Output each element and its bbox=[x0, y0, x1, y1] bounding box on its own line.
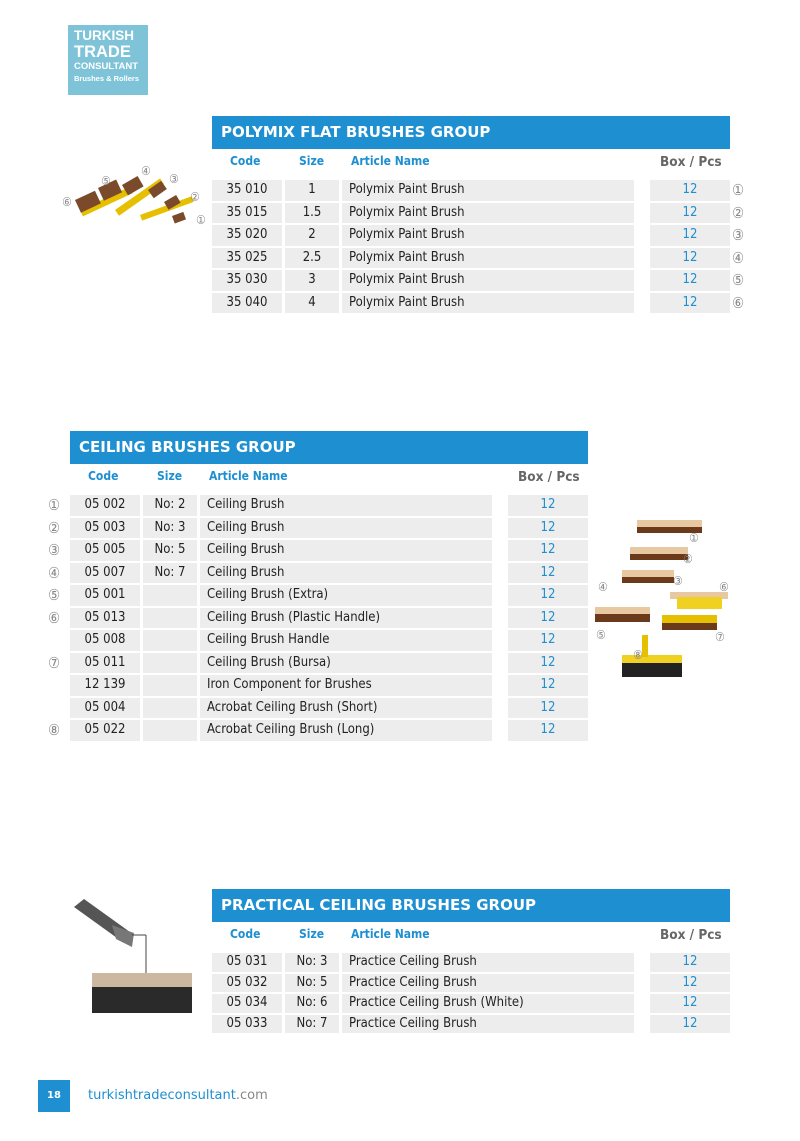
table-row bbox=[212, 952, 730, 973]
article-name-cell: Polymix Paint Brush bbox=[342, 270, 634, 291]
table-row bbox=[212, 292, 745, 315]
table-header bbox=[212, 154, 730, 179]
image-marker: ① bbox=[196, 213, 206, 227]
row-marker: ② bbox=[732, 203, 745, 222]
image-marker: ② bbox=[683, 552, 693, 566]
table-row bbox=[212, 993, 730, 1014]
article-name-cell: Ceiling Brush (Extra) bbox=[200, 585, 492, 606]
size-cell: No: 3 bbox=[143, 518, 197, 539]
header-code: Code bbox=[230, 154, 261, 168]
box-pcs-cell: 12 bbox=[508, 653, 588, 674]
box-pcs-cell: 12 bbox=[650, 953, 730, 972]
practical-brush-image bbox=[72, 895, 197, 1025]
section-title: CEILING BRUSHES GROUP bbox=[70, 431, 588, 464]
image-marker: ⑧ bbox=[633, 648, 643, 662]
size-cell bbox=[143, 608, 197, 629]
row-marker: ⑥ bbox=[732, 293, 745, 312]
size-cell bbox=[143, 698, 197, 719]
image-marker: ③ bbox=[169, 172, 179, 186]
size-cell: No: 7 bbox=[285, 1015, 339, 1034]
table-row bbox=[48, 494, 588, 517]
code-cell: 05 034 bbox=[212, 994, 282, 1013]
article-name-cell: Polymix Paint Brush bbox=[342, 225, 634, 246]
footer-url-tld: .com bbox=[235, 1088, 268, 1103]
article-name-cell: Polymix Paint Brush bbox=[342, 203, 634, 224]
size-cell bbox=[143, 585, 197, 606]
box-pcs-cell: 12 bbox=[508, 495, 588, 516]
size-cell: No: 6 bbox=[285, 994, 339, 1013]
row-marker: ⑤ bbox=[732, 271, 745, 289]
image-marker: ② bbox=[190, 190, 200, 204]
row-marker: ⑥ bbox=[48, 608, 61, 627]
header-code: Code bbox=[230, 927, 261, 941]
article-name-cell: Ceiling Brush Handle bbox=[200, 630, 492, 651]
article-name-cell: Ceiling Brush bbox=[200, 495, 492, 516]
code-cell: 05 022 bbox=[70, 720, 140, 741]
table-body bbox=[212, 952, 730, 1034]
box-pcs-cell: 12 bbox=[650, 225, 730, 246]
header-article: Article Name bbox=[209, 469, 288, 483]
logo-line-1: TURKISH bbox=[74, 28, 134, 43]
ceiling-section bbox=[48, 431, 588, 742]
page-number: 18 bbox=[38, 1080, 70, 1112]
box-pcs-cell: 12 bbox=[508, 540, 588, 561]
table-row bbox=[212, 1014, 730, 1035]
code-cell: 35 040 bbox=[212, 293, 282, 314]
image-marker: ⑦ bbox=[715, 630, 725, 644]
polymix-section bbox=[212, 116, 745, 314]
header-box: Box / Pcs bbox=[518, 469, 580, 485]
article-name-cell: Ceiling Brush bbox=[200, 563, 492, 584]
box-pcs-cell: 12 bbox=[508, 563, 588, 584]
code-cell: 35 025 bbox=[212, 248, 282, 269]
image-marker: ④ bbox=[598, 580, 608, 594]
row-marker: ⑦ bbox=[48, 653, 61, 672]
table-header bbox=[70, 469, 588, 494]
size-cell: 1 bbox=[285, 180, 339, 201]
row-marker: ② bbox=[48, 518, 61, 537]
code-cell: 05 005 bbox=[70, 540, 140, 561]
image-marker: ⑤ bbox=[596, 628, 606, 642]
header-code: Code bbox=[88, 469, 119, 483]
image-marker: ④ bbox=[141, 164, 151, 178]
article-name-cell: Practice Ceiling Brush bbox=[342, 974, 634, 993]
size-cell: 4 bbox=[285, 293, 339, 314]
box-pcs-cell: 12 bbox=[650, 974, 730, 993]
box-pcs-cell: 12 bbox=[508, 675, 588, 696]
size-cell: No: 5 bbox=[285, 974, 339, 993]
box-pcs-cell: 12 bbox=[650, 203, 730, 224]
article-name-cell: Ceiling Brush (Plastic Handle) bbox=[200, 608, 492, 629]
article-name-cell: Acrobat Ceiling Brush (Long) bbox=[200, 720, 492, 741]
code-cell: 35 015 bbox=[212, 203, 282, 224]
row-marker: ⑧ bbox=[48, 721, 61, 739]
code-cell: 35 030 bbox=[212, 270, 282, 291]
row-marker: ⑤ bbox=[48, 586, 61, 604]
code-cell: 05 007 bbox=[70, 563, 140, 584]
article-name-cell: Iron Component for Brushes bbox=[200, 675, 492, 696]
box-pcs-cell: 12 bbox=[650, 270, 730, 291]
header-size: Size bbox=[299, 154, 325, 168]
section-title: POLYMIX FLAT BRUSHES GROUP bbox=[212, 116, 730, 149]
size-cell bbox=[143, 675, 197, 696]
code-cell: 12 139 bbox=[70, 675, 140, 696]
article-name-cell: Ceiling Brush (Bursa) bbox=[200, 653, 492, 674]
image-marker: ⑥ bbox=[62, 195, 72, 209]
header-article: Article Name bbox=[351, 927, 430, 941]
table-row bbox=[70, 629, 588, 652]
logo-line-4: Brushes & Rollers bbox=[74, 73, 140, 83]
row-marker: ① bbox=[48, 496, 61, 514]
row-marker: ① bbox=[732, 181, 745, 199]
table-body bbox=[48, 494, 588, 742]
article-name-cell: Practice Ceiling Brush bbox=[342, 1015, 634, 1034]
code-cell: 05 003 bbox=[70, 518, 140, 539]
footer-url[interactable] bbox=[88, 1088, 268, 1103]
article-name-cell: Polymix Paint Brush bbox=[342, 248, 634, 269]
practical-section bbox=[212, 889, 730, 1034]
table-row bbox=[212, 269, 745, 292]
header-size: Size bbox=[299, 927, 325, 941]
table-row bbox=[48, 584, 588, 607]
image-marker: ③ bbox=[673, 574, 683, 588]
size-cell: 2.5 bbox=[285, 248, 339, 269]
box-pcs-cell: 12 bbox=[650, 293, 730, 314]
size-cell: No: 7 bbox=[143, 563, 197, 584]
box-pcs-cell: 12 bbox=[508, 630, 588, 651]
size-cell: 3 bbox=[285, 270, 339, 291]
table-row bbox=[48, 607, 588, 630]
code-cell: 05 001 bbox=[70, 585, 140, 606]
box-pcs-cell: 12 bbox=[650, 994, 730, 1013]
size-cell: 2 bbox=[285, 225, 339, 246]
box-pcs-cell: 12 bbox=[508, 698, 588, 719]
table-row bbox=[48, 719, 588, 742]
row-marker: ④ bbox=[48, 563, 61, 582]
row-marker: ④ bbox=[732, 248, 745, 267]
box-pcs-cell: 12 bbox=[508, 608, 588, 629]
article-name-cell: Practice Ceiling Brush (White) bbox=[342, 994, 634, 1013]
code-cell: 05 008 bbox=[70, 630, 140, 651]
code-cell: 05 011 bbox=[70, 653, 140, 674]
image-marker: ⑤ bbox=[101, 174, 111, 188]
article-name-cell: Polymix Paint Brush bbox=[342, 293, 634, 314]
table-row bbox=[48, 517, 588, 540]
table-row bbox=[70, 674, 588, 697]
code-cell: 05 031 bbox=[212, 953, 282, 972]
table-row bbox=[48, 652, 588, 675]
size-cell: No: 5 bbox=[143, 540, 197, 561]
article-name-cell: Polymix Paint Brush bbox=[342, 180, 634, 201]
code-cell: 05 033 bbox=[212, 1015, 282, 1034]
table-header bbox=[212, 927, 730, 952]
table-row bbox=[212, 202, 745, 225]
size-cell: 1.5 bbox=[285, 203, 339, 224]
header-box: Box / Pcs bbox=[660, 154, 722, 170]
table-body bbox=[212, 179, 745, 314]
box-pcs-cell: 12 bbox=[508, 518, 588, 539]
code-cell: 35 020 bbox=[212, 225, 282, 246]
logo-line-3: CONSULTANT bbox=[74, 61, 139, 72]
section-title: PRACTICAL CEILING BRUSHES GROUP bbox=[212, 889, 730, 922]
image-marker: ⑥ bbox=[719, 580, 729, 594]
ceiling-brushes-image bbox=[592, 515, 737, 695]
article-name-cell: Ceiling Brush bbox=[200, 518, 492, 539]
header-size: Size bbox=[157, 469, 183, 483]
polymix-brushes-image bbox=[60, 160, 210, 240]
header-box: Box / Pcs bbox=[660, 927, 722, 943]
image-marker: ① bbox=[689, 531, 699, 545]
box-pcs-cell: 12 bbox=[650, 1015, 730, 1034]
table-row bbox=[212, 973, 730, 994]
size-cell: No: 3 bbox=[285, 953, 339, 972]
code-cell: 05 002 bbox=[70, 495, 140, 516]
article-name-cell: Practice Ceiling Brush bbox=[342, 953, 634, 972]
size-cell bbox=[143, 653, 197, 674]
table-row bbox=[48, 539, 588, 562]
box-pcs-cell: 12 bbox=[650, 248, 730, 269]
logo-line-2: TRADE bbox=[74, 42, 131, 61]
size-cell bbox=[143, 630, 197, 651]
footer-url-main: turkishtradeconsultant bbox=[88, 1088, 236, 1103]
table-row bbox=[48, 562, 588, 585]
code-cell: 35 010 bbox=[212, 180, 282, 201]
header-article: Article Name bbox=[351, 154, 430, 168]
article-name-cell: Acrobat Ceiling Brush (Short) bbox=[200, 698, 492, 719]
company-logo bbox=[68, 25, 148, 95]
box-pcs-cell: 12 bbox=[508, 720, 588, 741]
table-row bbox=[212, 224, 745, 247]
code-cell: 05 004 bbox=[70, 698, 140, 719]
size-cell bbox=[143, 720, 197, 741]
article-name-cell: Ceiling Brush bbox=[200, 540, 492, 561]
table-row bbox=[70, 697, 588, 720]
row-marker: ③ bbox=[48, 541, 61, 559]
code-cell: 05 032 bbox=[212, 974, 282, 993]
row-marker: ③ bbox=[732, 226, 745, 244]
box-pcs-cell: 12 bbox=[508, 585, 588, 606]
box-pcs-cell: 12 bbox=[650, 180, 730, 201]
table-row bbox=[212, 247, 745, 270]
table-row bbox=[212, 179, 745, 202]
code-cell: 05 013 bbox=[70, 608, 140, 629]
size-cell: No: 2 bbox=[143, 495, 197, 516]
